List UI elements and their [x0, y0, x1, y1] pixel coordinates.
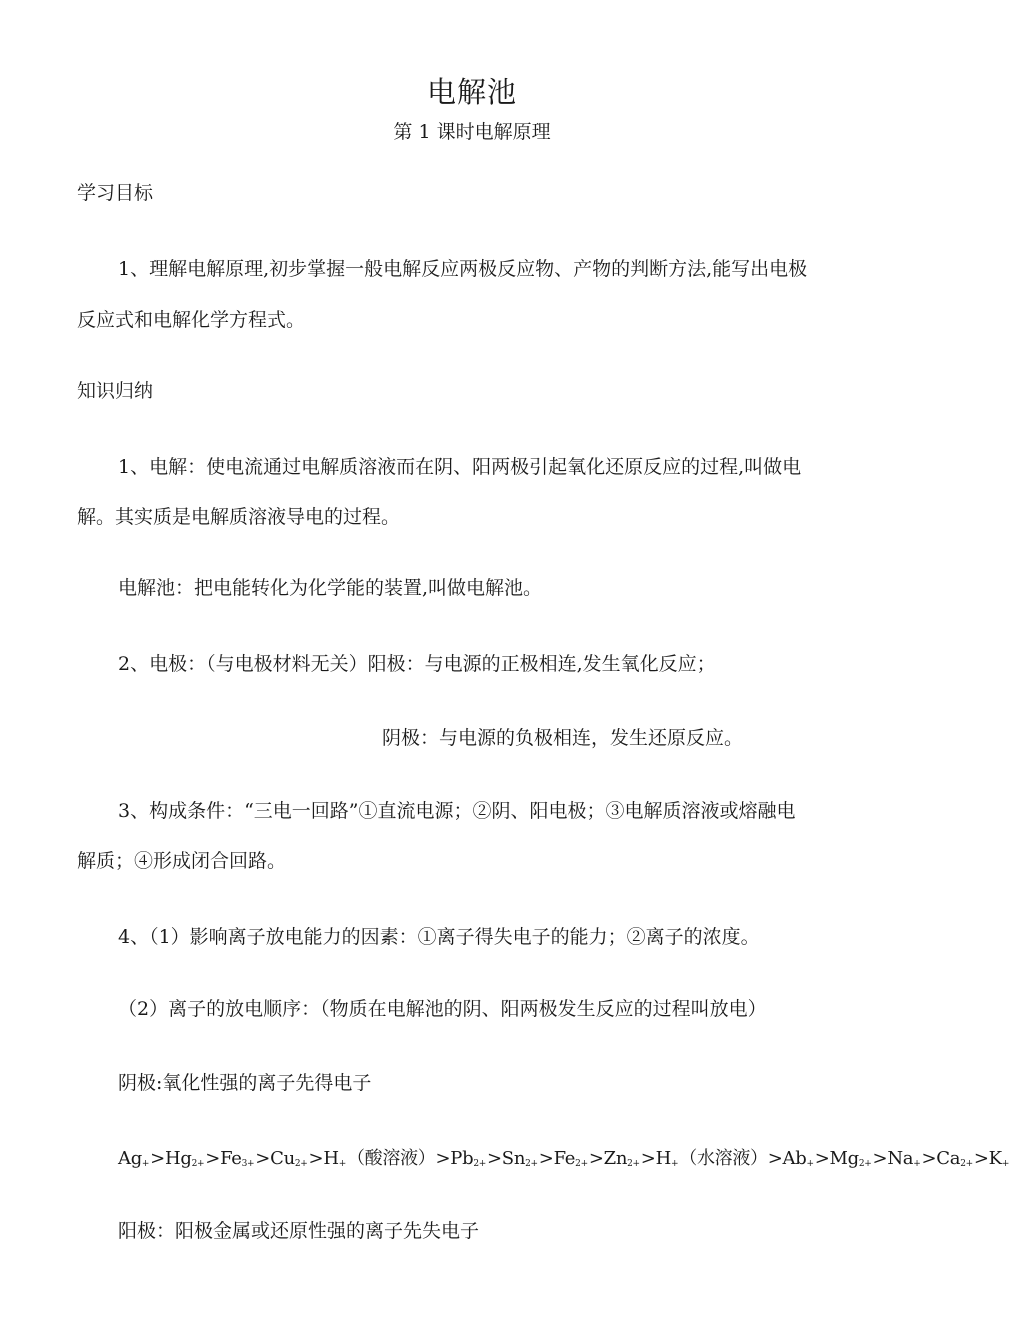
ion-separator: >: [640, 1148, 656, 1169]
anode-rule: 阳极：阳极金属或还原性强的离子先失电子: [118, 1220, 480, 1242]
knowledge-1-line-1: 1、电解：使电流通过电解质溶液而在阴、阳两极引起氧化还原反应的过程,叫做电: [118, 456, 802, 478]
ion-separator: >: [150, 1148, 165, 1169]
goal-1-line-2: 反应式和电解化学方程式。: [77, 309, 306, 331]
goal-1-line-1: 1、理解电解原理,初步掌握一般电解反应两极反应物、产物的判断方法,能写出电极: [118, 258, 808, 280]
ion-charge: 2+: [294, 1159, 308, 1169]
ion-separator: （酸溶液）>: [346, 1148, 451, 1169]
ion-charge: +: [671, 1159, 679, 1169]
knowledge-3-line-2: 解质；④形成闭合回路。: [77, 850, 287, 872]
ion-separator: （水溶液）>: [679, 1148, 783, 1169]
cathode-rule: 阴极:氧化性强的离子先得电子: [118, 1072, 372, 1094]
ion-charge: 2+: [858, 1159, 872, 1169]
ion-symbol: Cu: [270, 1148, 295, 1169]
ion-symbol: K: [988, 1148, 1002, 1169]
ion-charge: +: [338, 1159, 346, 1169]
ion-charge: 2+: [473, 1159, 486, 1169]
ion-symbol: Ca: [936, 1148, 961, 1169]
ion-symbol: Hg: [164, 1148, 192, 1169]
ion-charge: 2+: [191, 1159, 205, 1169]
ion-separator: >: [538, 1148, 554, 1169]
ion-separator: >: [205, 1148, 221, 1169]
ion-separator: >: [973, 1148, 989, 1169]
ion-separator: >: [588, 1148, 604, 1169]
ion-symbol: H: [655, 1148, 671, 1169]
ion-symbol: Ag: [118, 1148, 142, 1169]
ion-separator: >: [487, 1148, 502, 1169]
ion-symbol: Zn: [603, 1148, 628, 1169]
document-subtitle: 第 1 课时电解原理: [393, 121, 551, 143]
ion-charge: 2+: [525, 1159, 538, 1169]
ion-charge: 2+: [627, 1159, 640, 1169]
knowledge-3-line-1: 3、构成条件：“三电一回路”①直流电源；②阴、阳电极；③电解质溶液或熔融电: [118, 800, 796, 822]
knowledge-2-line-1: 2、电极：（与电极材料无关）阳极：与电源的正极相连,发生氧化反应；: [118, 653, 716, 675]
ion-charge: 3+: [241, 1159, 255, 1169]
ion-charge: +: [806, 1159, 814, 1169]
ion-separator: >: [921, 1148, 937, 1169]
heading-knowledge-summary: 知识归纳: [77, 380, 154, 402]
knowledge-4-line-2: （2）离子的放电顺序：（物质在电解池的阴、阳两极发生反应的过程叫放电）: [118, 998, 767, 1020]
ion-separator: >: [308, 1148, 324, 1169]
knowledge-4-line-1: 4、（1）影响离子放电能力的因素：①离子得失电子的能力；②离子的浓度。: [118, 926, 760, 948]
ion-symbol: Fe: [553, 1148, 576, 1169]
knowledge-2-line-2: 阴极：与电源的负极相连，发生还原反应。: [382, 727, 744, 749]
ion-symbol: Sn: [501, 1148, 526, 1169]
ion-charge: 2+: [960, 1159, 973, 1169]
ion-symbol: Pb: [450, 1148, 474, 1169]
ion-separator: >: [872, 1148, 888, 1169]
ion-symbol: Ab: [782, 1148, 807, 1169]
ion-charge: 2+: [575, 1159, 588, 1169]
document-title: 电解池: [426, 75, 517, 109]
knowledge-1-line-2: 解。其实质是电解质溶液导电的过程。: [77, 506, 401, 528]
cation-discharge-order: [118, 1147, 1010, 1176]
ion-symbol: Fe: [220, 1148, 242, 1169]
ion-symbol: Mg: [829, 1148, 859, 1169]
ion-symbol: H: [323, 1148, 339, 1169]
heading-learning-goals: 学习目标: [77, 182, 154, 204]
ion-charge: +: [913, 1159, 921, 1169]
ion-charge: +: [1001, 1159, 1010, 1169]
ion-charge: +: [141, 1159, 150, 1169]
ion-separator: >: [255, 1148, 271, 1169]
ion-separator: >: [814, 1148, 830, 1169]
electrolytic-cell-definition: 电解池：把电能转化为化学能的装置,叫做电解池。: [118, 577, 543, 599]
ion-symbol: Na: [887, 1148, 914, 1169]
